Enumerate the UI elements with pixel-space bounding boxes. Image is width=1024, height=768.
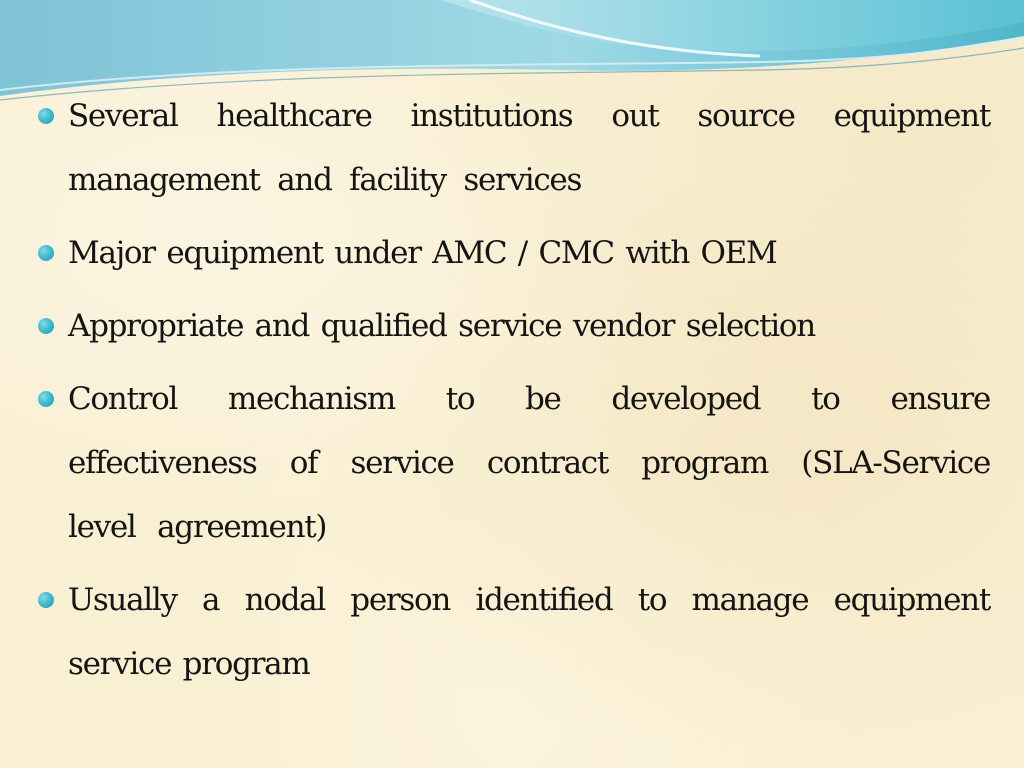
bullet-dot-icon [38,391,54,407]
bullet-item [38,294,990,358]
bullet-text: Several healthcare institutions out source equipment management and facility services [68,98,990,198]
bullet-text: Appropriate and qualified service vendor selection [68,308,815,344]
bullet-dot-icon [38,318,54,334]
bullet-text: Control mechanism to be developed to ensure effectiveness of service contract program (SLA-Service level agreement) [68,381,990,545]
bullet-dot-icon [38,245,54,261]
bullet-text: Major equipment under AMC / CMC with OEM [68,235,777,271]
bullet-item [38,367,990,559]
bullet-dot-icon [38,108,54,124]
bullet-item [38,221,990,285]
bullet-list [38,84,990,696]
bullet-item [38,568,990,696]
slide-content [38,84,990,705]
bullet-dot-icon [38,592,54,608]
bullet-item [38,84,990,212]
bullet-text: Usually a nodal person identified to manage equipment service program [68,582,990,682]
